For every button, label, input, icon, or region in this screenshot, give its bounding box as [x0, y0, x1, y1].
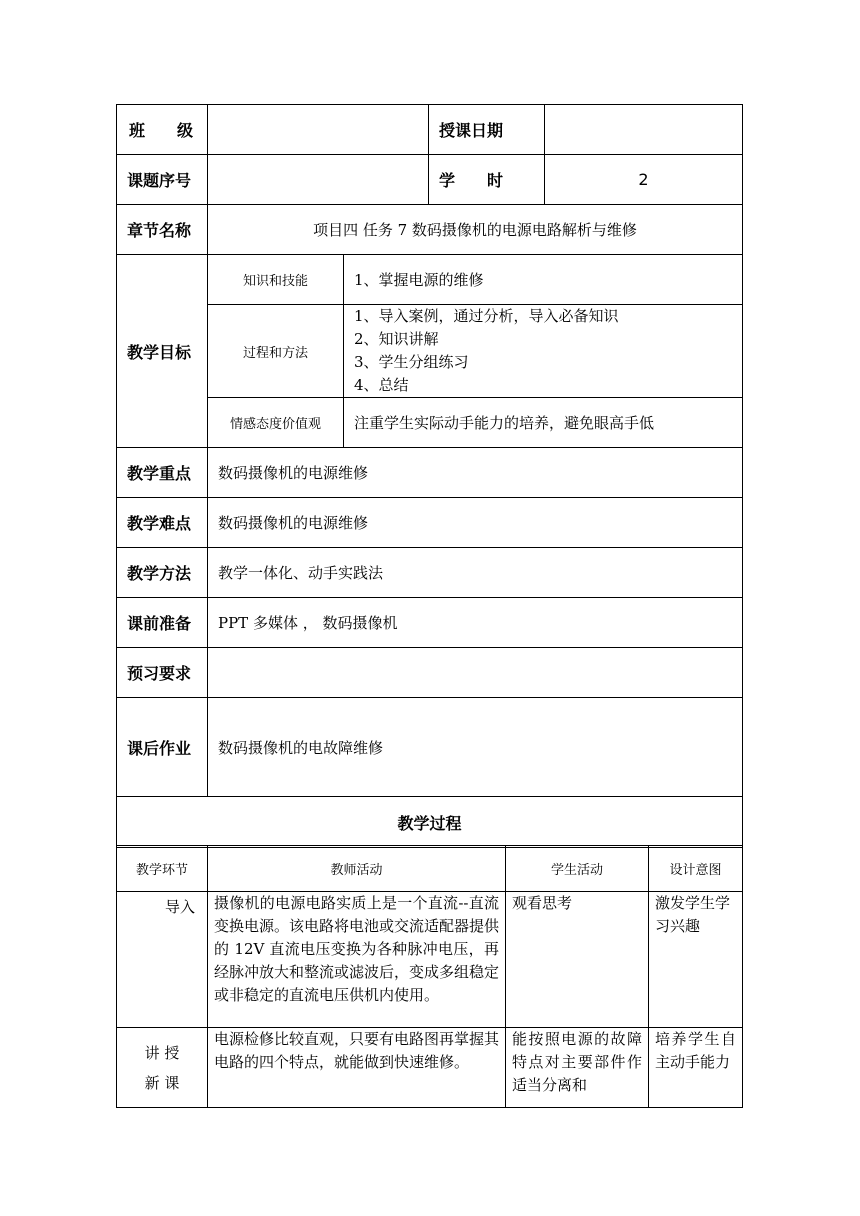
hours-label: 学 时: [429, 155, 545, 205]
objectives-label: 教学目标: [117, 255, 208, 448]
chapter-label: 章节名称: [117, 205, 208, 255]
method-label: 教学方法: [117, 548, 208, 598]
attitude-value: 注重学生实际动手能力的培养，避免眼高手低: [344, 398, 743, 448]
header-teacher: 教师活动: [208, 846, 506, 892]
difficulties-label: 教学难点: [117, 498, 208, 548]
process-item: 2、知识讲解: [354, 330, 439, 348]
intro-stage: 导入: [117, 892, 208, 1028]
teaching-process-table: [116, 845, 743, 1108]
attitude-label: 情感态度价值观: [208, 398, 344, 448]
key-points-label: 教学重点: [117, 448, 208, 498]
prep-value: PPT 多媒体 ， 数码摄像机: [208, 598, 743, 648]
new-intent: 培养学生自主动手能力: [649, 1028, 743, 1108]
header-intent: 设计意图: [649, 846, 743, 892]
intro-intent: 激发学生学习兴趣: [649, 892, 743, 1028]
hours-value: 2: [545, 155, 743, 205]
class-label: 班 级: [117, 105, 208, 155]
header-stage: 教学环节: [117, 846, 208, 892]
difficulties-value: 数码摄像机的电源维修: [208, 498, 743, 548]
knowledge-value: 1、掌握电源的维修: [344, 255, 743, 305]
chapter-value: 项目四 任务 7 数码摄像机的电源电路解析与维修: [208, 205, 743, 255]
process-method-label: 过程和方法: [208, 305, 344, 398]
lesson-info-table: [116, 104, 743, 848]
new-stage-line1: 讲 授: [144, 1044, 180, 1062]
header-student: 学生活动: [506, 846, 649, 892]
date-label: 授课日期: [429, 105, 545, 155]
key-points-value: 数码摄像机的电源维修: [208, 448, 743, 498]
method-value: 教学一体化、动手实践法: [208, 548, 743, 598]
lesson-no-label: 课题序号: [117, 155, 208, 205]
knowledge-label: 知识和技能: [208, 255, 344, 305]
preview-value: [208, 648, 743, 698]
new-stage-line2: 新 课: [144, 1074, 180, 1092]
intro-teacher: 摄像机的电源电路实质上是一个直流--直流变换电源。该电路将电池或交流适配器提供的 12V 直流电压变换为各种脉冲电压，再经脉冲放大和整流或滤波后，变成多组稳定或非稳定的直流电压供机内使用。: [208, 892, 506, 1028]
process-item: 1、导入案例，通过分析，导入必备知识: [354, 307, 619, 325]
new-stage: [117, 1028, 208, 1108]
class-value: [208, 105, 429, 155]
lesson-no-value: [208, 155, 429, 205]
date-value: [545, 105, 743, 155]
prep-label: 课前准备: [117, 598, 208, 648]
process-method-list: [344, 305, 743, 398]
new-student: 能按照电源的故障特点对主要部件作适当分离和: [506, 1028, 649, 1108]
new-teacher: 电源检修比较直观，只要有电路图再掌握其电路的四个特点，就能做到快速维修。: [208, 1028, 506, 1108]
preview-label: 预习要求: [117, 648, 208, 698]
process-title: 教学过程: [117, 797, 743, 848]
homework-value: 数码摄像机的电故障维修: [208, 698, 743, 797]
process-item: 4、总结: [354, 376, 409, 394]
homework-label: 课后作业: [117, 698, 208, 797]
process-item: 3、学生分组练习: [354, 353, 469, 371]
intro-student: 观看思考: [506, 892, 649, 1028]
